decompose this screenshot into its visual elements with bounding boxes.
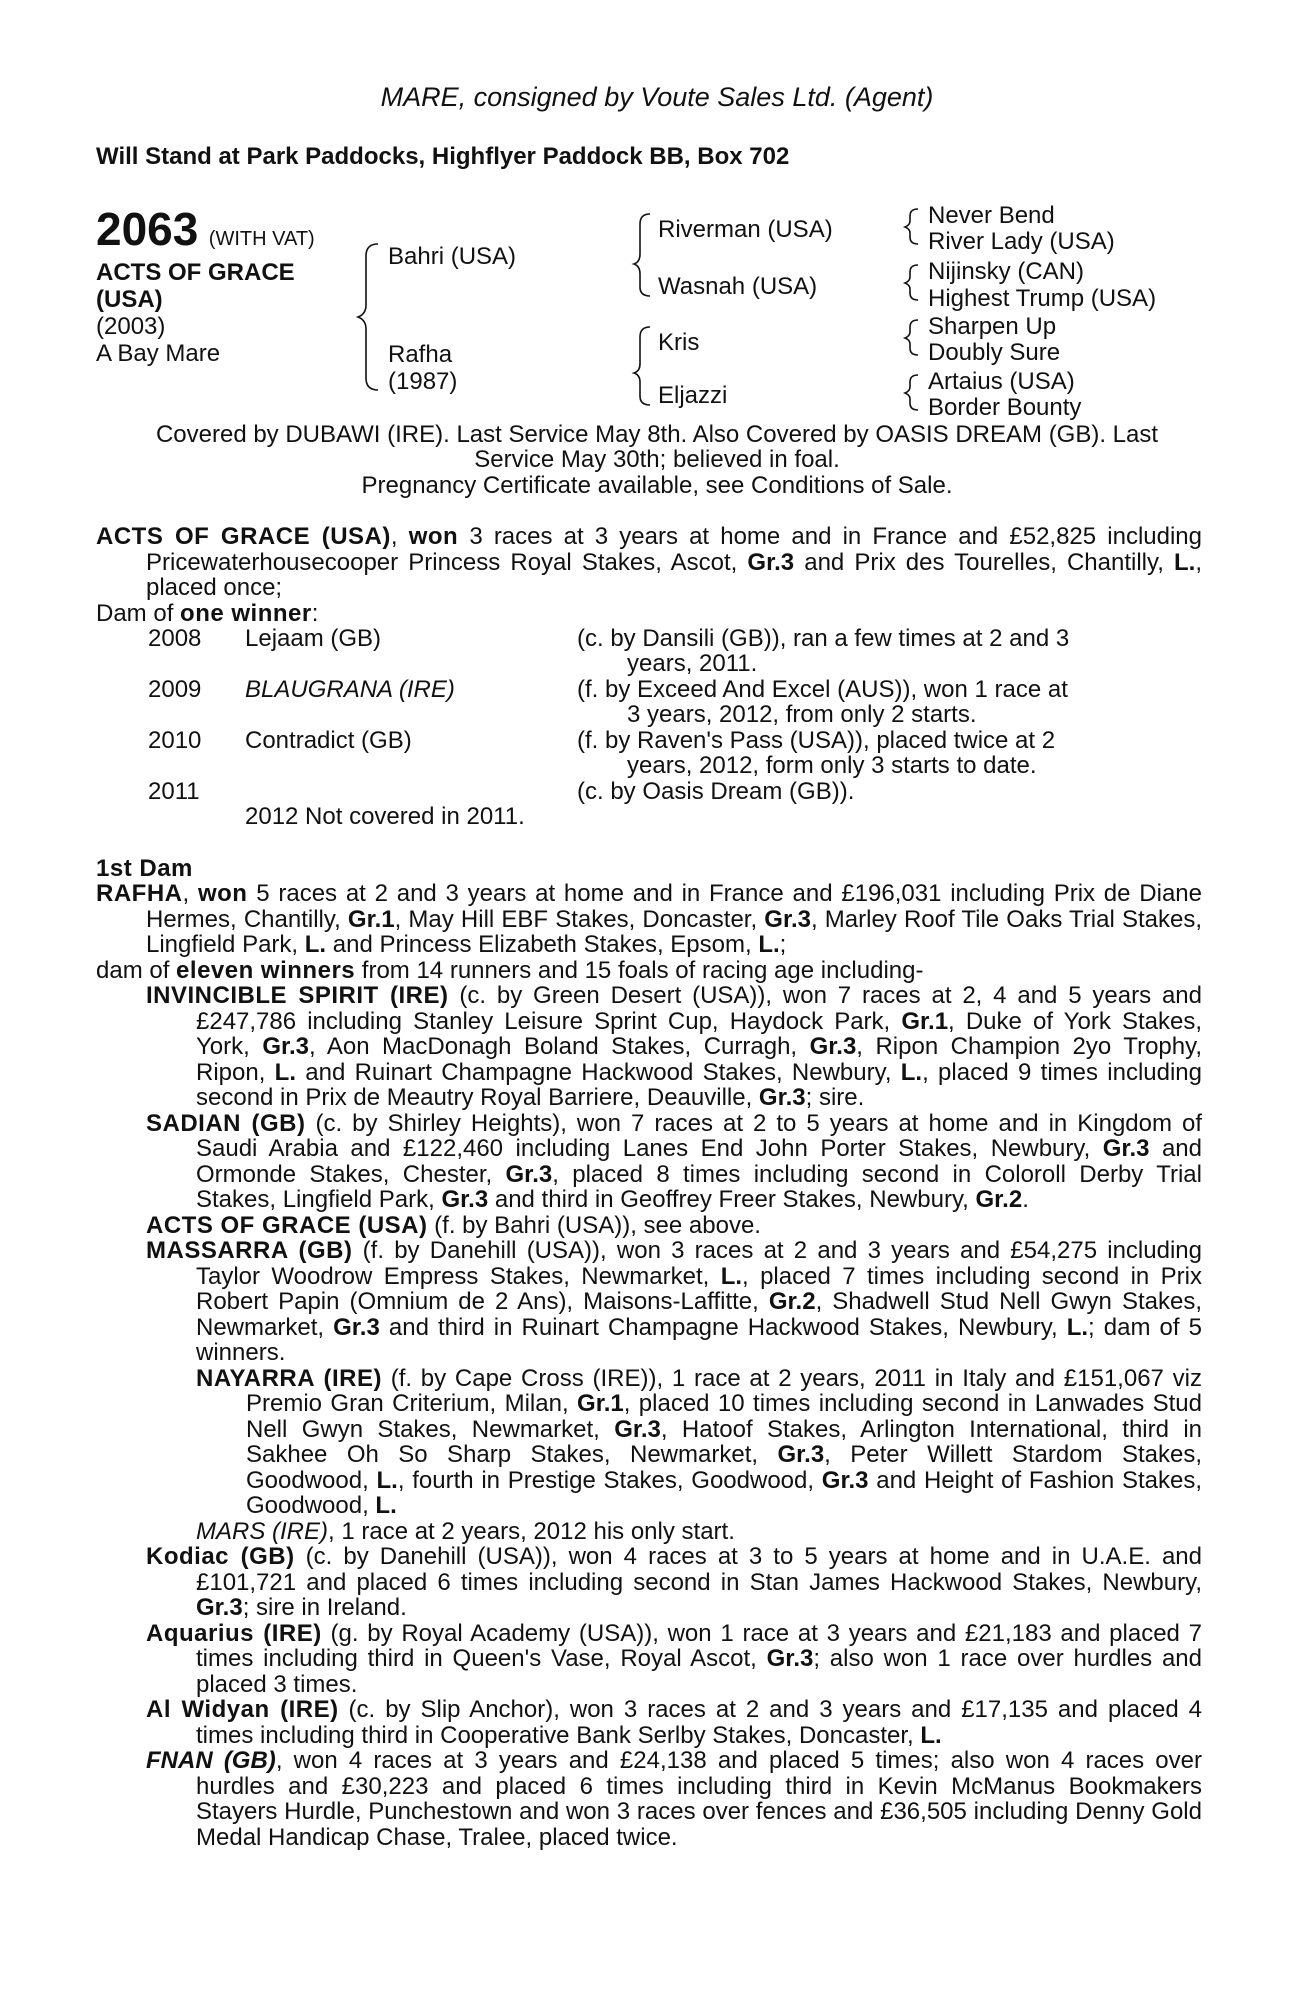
gg-3: Nijinsky (CAN) xyxy=(928,258,1084,285)
brace-sire xyxy=(634,214,650,296)
produce-name: Contradict (GB) xyxy=(245,727,412,754)
produce-detail: (c. by Dansili (GB)), ran a few times at 2 and 3 xyxy=(577,625,1070,652)
progeny-name: SADIAN (GB) xyxy=(146,1109,306,1137)
brace-g1 xyxy=(905,209,918,244)
record-text: and Prix des Tourelles, Chantilly, xyxy=(794,548,1174,576)
covering-line3: Pregnancy Certificate available, see Conditions of Sale. xyxy=(361,472,953,499)
produce-note: 2012 Not covered in 2011. xyxy=(245,803,525,830)
produce-year: 2010 xyxy=(148,727,202,754)
record-won: won xyxy=(408,523,459,550)
dam-sire: Kris xyxy=(658,329,700,356)
dam-dam: Eljazzi xyxy=(658,382,728,409)
horse-name-line2: (USA) xyxy=(96,286,163,313)
gg-2: River Lady (USA) xyxy=(928,228,1115,255)
progeny-name: Aquarius (IRE) xyxy=(146,1619,322,1647)
progeny-name: INVINCIBLE SPIRIT (IRE) xyxy=(146,982,449,1009)
brace-g4 xyxy=(905,375,918,410)
sire-dam: Wasnah (USA) xyxy=(658,273,818,300)
progeny-name: Kodiac (GB) xyxy=(146,1543,295,1570)
progeny-name: MARS (IRE) xyxy=(196,1517,328,1545)
progeny-name: FNAN (GB) xyxy=(146,1747,276,1774)
dam-of-line: Dam of one winner: xyxy=(96,599,319,627)
progeny-entry: FNAN (GB), won 4 races at 3 years and £24,138 and placed 5 times; also won 4 races over hurdles and £30,223 and placed 6 times including third in Kevin McManus Bookmakers Stayers Hurdle, Punchestown and won 3 races over fences and £36,505 including Denny Gold Medal Handicap Chase, Tralee, placed twice. xyxy=(146,1747,1202,1851)
grand-progeny-entry: NAYARRA (IRE) (f. by Cape Cross (IRE)), 1 race at 2 years, 2011 in Italy and £151,067 viz Premio Gran Criterium, Milan, Gr.1, placed 10 times including second in Lanwades Stud Nell Gwyn Stakes, Newmarket, Gr.3, Hatoof Stakes, Arlington International, third in Sakhee Oh So Sharp Stakes, Newmarket, Gr.3, Peter Willett Stardom Stakes, Goodwood, L., fourth in Prestige Stakes, Goodwood, Gr.3 and Height of Fashion Stakes, Goodwood, L. xyxy=(196,1364,1203,1519)
gg-7: Artaius (USA) xyxy=(928,368,1075,395)
produce-year: 2008 xyxy=(148,625,202,652)
progeny-name: NAYARRA (IRE) xyxy=(196,1364,382,1392)
gg-1: Never Bend xyxy=(928,202,1055,229)
progeny-entry: Kodiac (GB) (c. by Danehill (USA)), won 4 races at 3 to 5 years at home and in U.A.E. and £101,721 and placed 6 times including second in Stan James Hackwood Stakes, Newbury, Gr.3; sire in Ireland. xyxy=(146,1543,1202,1621)
produce-detail: (c. by Oasis Dream (GB)). xyxy=(577,778,855,805)
foaling-year: (2003) xyxy=(96,313,166,340)
produce-detail: 3 years, 2012, from only 2 starts. xyxy=(627,701,977,728)
race-record-paragraph: ACTS OF GRACE (USA), won 3 races at 3 years at home and in France and £52,825 including Pricewaterhousecooper Princess Royal Stakes, Ascot, Gr.3 and Prix des Tourelles, Chantilly, L., placed once; xyxy=(96,523,1202,601)
dam-of-count: one winner xyxy=(180,599,312,627)
brace-g2 xyxy=(905,265,918,300)
stand-location: Will Stand at Park Paddocks, Highflyer Paddock BB, Box 702 xyxy=(96,143,790,170)
dam: Rafha xyxy=(388,341,453,368)
progeny-entry: MASSARRA (GB) (f. by Danehill (USA)), won 3 races at 2 and 3 years and £54,275 including Taylor Woodrow Empress Stakes, Newmarket, L., placed 7 times including second in Prix Robert Papin (Omnium de 2 Ans), Maisons-Laffitte, Gr.2, Shadwell Stud Nell Gwyn Stakes, Newmarket, Gr.3 and third in Ruinart Champagne Hackwood Stakes, Newbury, L.; dam of 5 winners. xyxy=(146,1237,1203,1366)
record-text: , placed once; xyxy=(146,548,1202,601)
brace-sire-dam xyxy=(358,244,378,390)
produce-year: 2011 xyxy=(148,778,200,805)
progeny-entry: Aquarius (IRE) (g. by Royal Academy (USA)), won 1 race at 3 years and £21,183 and placed 7 times including third in Queen's Vase, Royal Ascot, Gr.3; also won 1 race over hurdles and placed 3 times. xyxy=(146,1619,1202,1698)
sire: Bahri (USA) xyxy=(388,243,517,270)
first-dam-section xyxy=(96,881,1202,1850)
grand-progeny-entry: MARS (IRE), 1 race at 2 years, 2012 his only start. xyxy=(196,1517,735,1545)
vat-note: (WITH VAT) xyxy=(208,228,315,250)
first-dam-produce-summary: dam of eleven winners from 14 runners and 15 foals of racing age including- xyxy=(96,956,924,984)
progeny-entry: INVINCIBLE SPIRIT (IRE) (c. by Green Desert (USA)), won 7 races at 2, 4 and 5 years and £247,786 including Stanley Leisure Sprint Cup, Haydock Park, Gr.1, Duke of York Stakes, York, Gr.3, Aon MacDonagh Boland Stakes, Curragh, Gr.3, Ripon Champion 2yo Trophy, Ripon, L. and Ruinart Champagne Hackwood Stakes, Newbury, L., placed 9 times including second in Prix de Meautry Royal Barriere, Deauville, Gr.3; sire. xyxy=(146,982,1203,1111)
progeny-name: Al Widyan (IRE) xyxy=(146,1696,339,1723)
sire-sire: Riverman (USA) xyxy=(658,216,833,243)
gg-4: Highest Trump (USA) xyxy=(928,285,1157,312)
listed-label: L. xyxy=(1173,548,1196,576)
first-dam-heading: 1st Dam xyxy=(96,855,193,882)
horse-name-line1: ACTS OF GRACE xyxy=(96,259,295,286)
produce-detail: (f. by Exceed And Excel (AUS)), won 1 race at xyxy=(577,676,1068,703)
gg-6: Doubly Sure xyxy=(928,339,1061,366)
lot-number: 2063 xyxy=(96,203,199,255)
gg-5: Sharpen Up xyxy=(928,313,1057,340)
produce-detail: (f. by Raven's Pass (USA)), placed twice at 2 xyxy=(577,727,1056,754)
race-record xyxy=(96,524,1202,626)
covering-line2: Service May 30th; believed in foal. xyxy=(474,446,840,473)
produce-year: 2009 xyxy=(148,676,202,703)
first-dam-record: RAFHA, won 5 races at 2 and 3 years at home and in France and £196,031 including Prix de Diane Hermes, Chantilly, Gr.1, May Hill EBF Stakes, Doncaster, Gr.3, Marley Roof Tile Oaks Trial Stakes, Lingfield Park, L. and Princess Elizabeth Stakes, Epsom, L.; xyxy=(96,880,1202,958)
produce-detail: years, 2012, form only 3 starts to date. xyxy=(627,752,1037,779)
dam-year: (1987) xyxy=(388,368,458,395)
progeny-name: ACTS OF GRACE (USA) xyxy=(146,1211,428,1239)
record-text: 3 races at 3 years at home and in France and £52,825 including Pricewaterhousecooper Princess Royal Stakes, Ascot, xyxy=(146,523,1202,576)
progeny-entry: ACTS OF GRACE (USA) (f. by Bahri (USA)), see above. xyxy=(146,1211,761,1239)
brace-g3 xyxy=(905,320,918,355)
first-dam-name: RAFHA xyxy=(96,880,183,907)
brace-dam xyxy=(634,327,650,405)
progeny-name: MASSARRA (GB) xyxy=(146,1237,353,1264)
pedigree-brackets xyxy=(0,0,1314,420)
grade-label: Gr.3 xyxy=(747,548,795,576)
progeny-entry: SADIAN (GB) (c. by Shirley Heights), won 7 races at 2 to 5 years at home and in Kingdom of Saudi Arabia and £122,460 including Lanes End John Porter Stakes, Newbury, Gr.3 and Ormonde Stakes, Chester, Gr.3, placed 8 times including second in Coloroll Derby Trial Stakes, Lingfield Park, Gr.3 and third in Geoffrey Freer Stakes, Newbury, Gr.2. xyxy=(146,1109,1202,1213)
produce-detail: years, 2011. xyxy=(627,650,758,677)
consignment-line: MARE, consigned by Voute Sales Ltd. (Agent) xyxy=(380,82,934,112)
progeny-entry: Al Widyan (IRE) (c. by Slip Anchor), won 3 races at 2 and 3 years and £17,135 and placed 4 times including third in Cooperative Bank Serlby Stakes, Doncaster, L. xyxy=(146,1696,1202,1749)
horse-description: A Bay Mare xyxy=(96,340,221,367)
produce-name: Lejaam (GB) xyxy=(245,625,382,652)
covering-line1: Covered by DUBAWI (IRE). Last Service May 8th. Also Covered by OASIS DREAM (GB). Last xyxy=(155,421,1159,448)
gg-8: Border Bounty xyxy=(928,394,1082,421)
record-name: ACTS OF GRACE (USA) xyxy=(96,523,391,550)
produce-name: BLAUGRANA (IRE) xyxy=(245,676,455,703)
